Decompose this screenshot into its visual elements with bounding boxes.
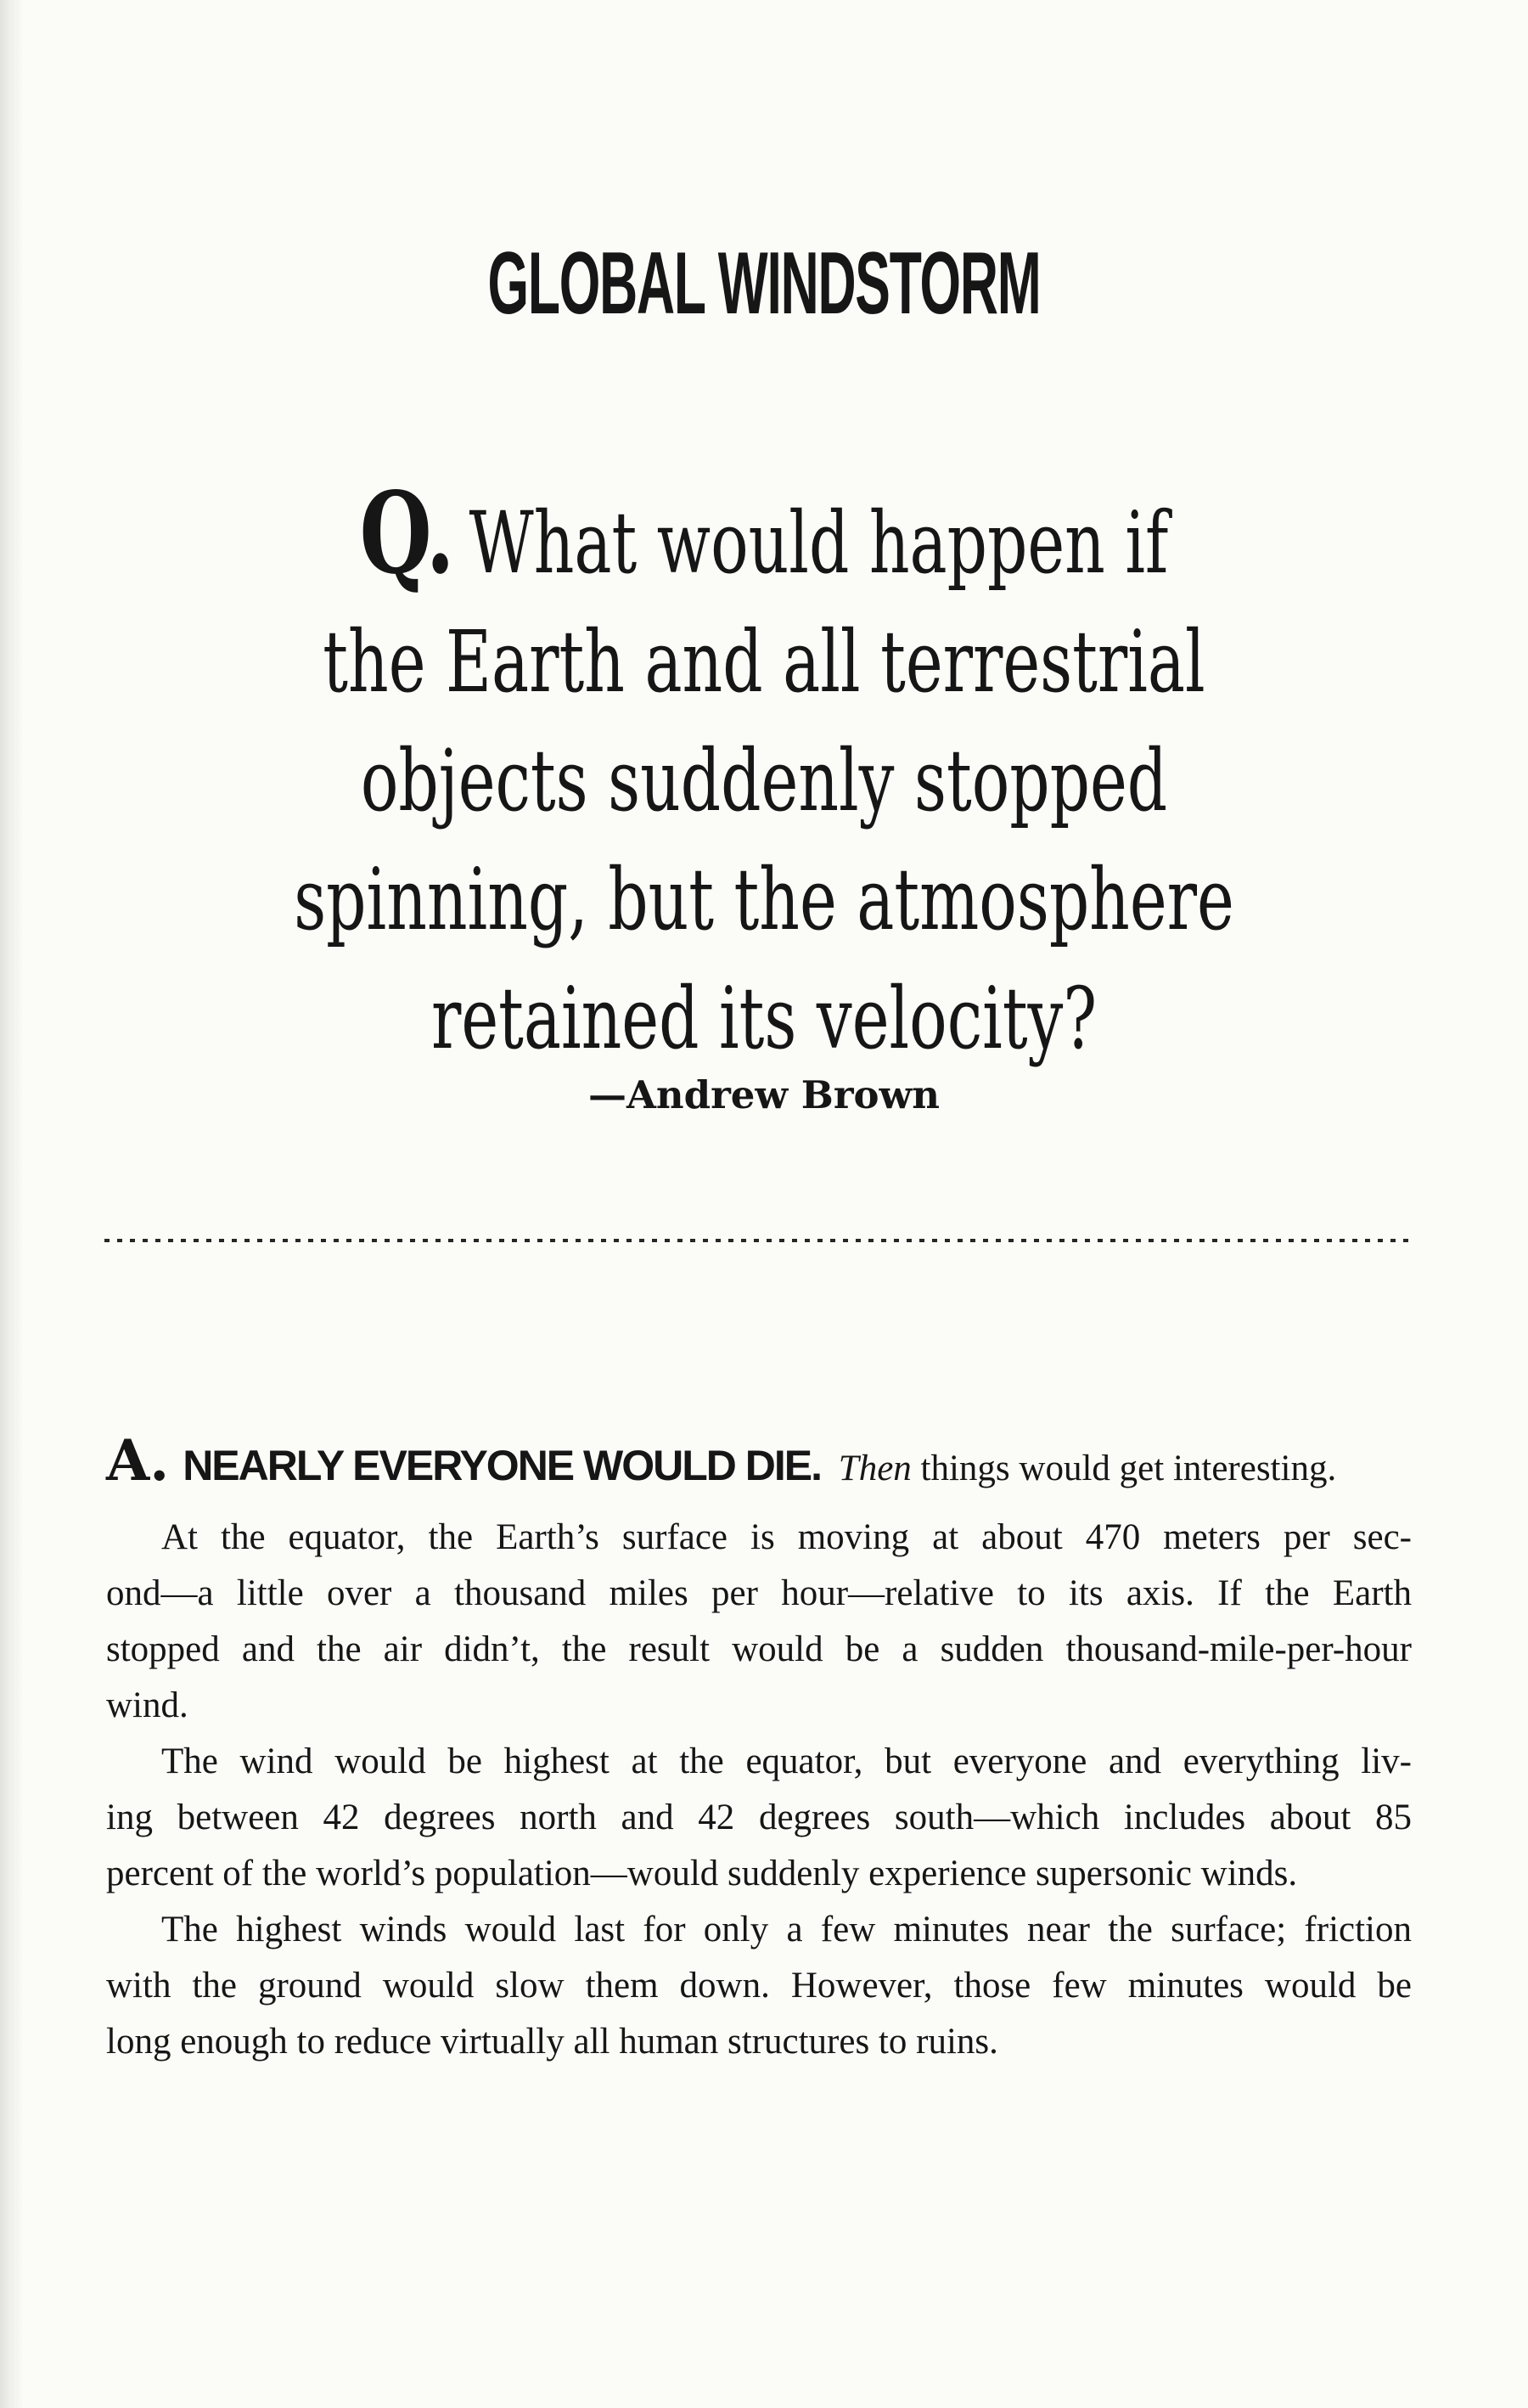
body-line: At the equator, the Earth’s surface is moving at about 470 meters per sec- bbox=[161, 1517, 1412, 1557]
body-line: long enough to reduce virtually all human structures to ruins. bbox=[106, 2022, 998, 2062]
body-line: ond—a little over a thousand miles per hour—relative to its axis. If the Earth bbox=[106, 1573, 1412, 1613]
question-line: spinning, but the atmosphere bbox=[294, 850, 1234, 949]
chapter-title: GLOBAL WINDSTORM bbox=[487, 234, 1041, 333]
body-line: with the ground would slow them down. However, those few minutes would be bbox=[106, 1966, 1412, 2006]
question-q-label: Q. bbox=[359, 468, 453, 599]
answer-paragraphs bbox=[106, 1510, 1412, 2070]
answer-lead-rest: things would get interesting. bbox=[920, 1449, 1337, 1488]
answer-lead-line bbox=[106, 1427, 1412, 1498]
answer-lead-bold: NEARLY EVERYONE WOULD DIE. bbox=[183, 1442, 822, 1489]
body-line: percent of the world’s population—would suddenly experience supersonic winds. bbox=[106, 1854, 1298, 1893]
answer-a-label: A. bbox=[106, 1427, 170, 1494]
answer-block bbox=[106, 1427, 1412, 2070]
answer-lead-italic: Then bbox=[838, 1449, 912, 1488]
page-edge-shadow bbox=[0, 0, 24, 2408]
body-line: The wind would be highest at the equator, but everyone and everything liv- bbox=[161, 1741, 1412, 1781]
question-attribution: —Andrew Brown bbox=[587, 1072, 941, 1117]
question-line: Q. What would happen if bbox=[359, 468, 1169, 599]
question-line: the Earth and all terrestrial bbox=[323, 612, 1205, 712]
body-line: stopped and the air didn’t, the result would be a sudden thousand-mile-per-hour bbox=[106, 1629, 1412, 1669]
question-line: retained its velocity? bbox=[430, 969, 1098, 1068]
dashed-divider bbox=[104, 1239, 1412, 1242]
body-line: wind. bbox=[106, 1685, 188, 1725]
question-line: objects suddenly stopped bbox=[360, 731, 1168, 830]
question-block bbox=[199, 468, 1329, 1078]
body-line: ing between 42 degrees north and 42 degrees south—which includes about 85 bbox=[106, 1798, 1412, 1837]
body-line: The highest winds would last for only a few minutes near the surface; friction bbox=[161, 1910, 1412, 1949]
